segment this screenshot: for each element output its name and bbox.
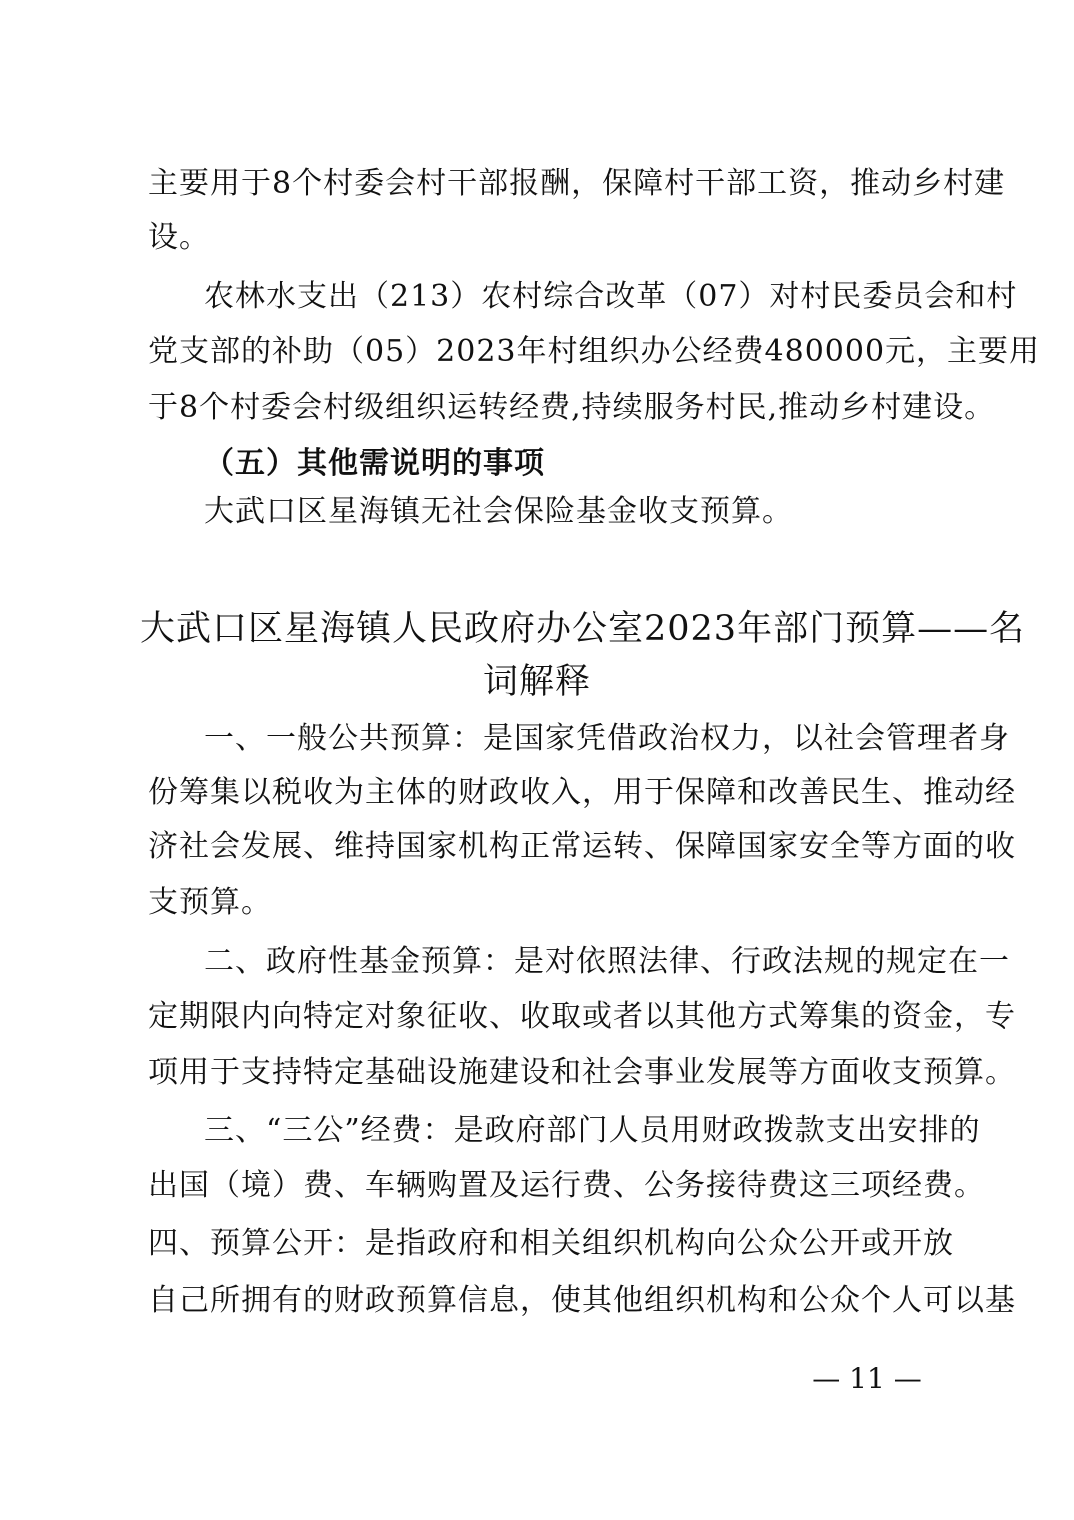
definition-line: 项用于支持特定基础设施建设和社会事业发展等方面收支预算。	[148, 1055, 1016, 1090]
definition-line: 三、“三公”经费：是政府部门人员用财政拨款支出安排的	[204, 1113, 981, 1148]
definition-line: 二、政府性基金预算：是对依照法律、行政法规的规定在一	[204, 944, 1010, 979]
paragraph-line: 于8个村委会村级组织运转经费,持续服务村民,推动乡村建设。	[148, 390, 996, 425]
paragraph-line: 农林水支出（213）农村综合改革（07）对村民委员会和村	[204, 279, 1018, 314]
definition-line: 一、一般公共预算：是国家凭借政治权力，以社会管理者身	[204, 721, 1010, 756]
definition-line: 支预算。	[148, 885, 272, 920]
definition-line: 四、预算公开：是指政府和相关组织机构向公众公开或开放	[148, 1226, 954, 1261]
glossary-title-continuation: 词解释	[482, 662, 591, 702]
section-heading: （五）其他需说明的事项	[204, 446, 545, 481]
paragraph-line: 设。	[148, 220, 210, 255]
glossary-title: 大武口区星海镇人民政府办公室2023年部门预算——名	[140, 609, 1026, 649]
definition-line: 定期限内向特定对象征收、收取或者以其他方式筹集的资金，专	[148, 999, 1016, 1034]
definition-line: 济社会发展、维持国家机构正常运转、保障国家安全等方面的收	[148, 829, 1016, 864]
definition-line: 自己所拥有的财政预算信息，使其他组织机构和公众个人可以基	[148, 1283, 1016, 1318]
paragraph-line: 大武口区星海镇无社会保险基金收支预算。	[204, 494, 793, 529]
definition-line: 份筹集以税收为主体的财政收入，用于保障和改善民生、推动经	[148, 775, 1016, 810]
definition-line: 出国（境）费、车辆购置及运行费、公务接待费这三项经费。	[148, 1168, 985, 1203]
paragraph-line: 主要用于8个村委会村干部报酬，保障村干部工资，推动乡村建	[148, 166, 1006, 201]
paragraph-line: 党支部的补助（05）2023年村组织办公经费480000元，主要用	[148, 334, 1041, 369]
page-number: — 11 —	[812, 1362, 922, 1395]
